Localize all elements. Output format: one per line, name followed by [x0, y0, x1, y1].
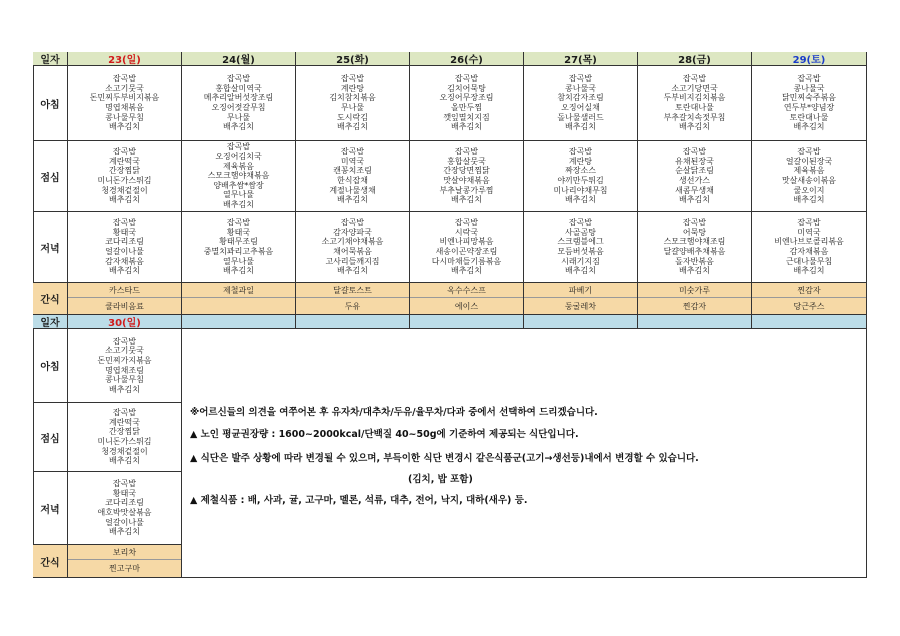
- menu-item: 감자채볶음: [105, 256, 144, 266]
- menu-item: 시락국: [454, 227, 479, 237]
- day-header: 25(화): [296, 52, 410, 66]
- menu-item: 도시락김: [337, 112, 368, 122]
- menu-item: 잡곡밥: [112, 147, 137, 157]
- menu-item: 배추김치: [109, 527, 140, 537]
- breakfast-cell: [68, 66, 182, 141]
- menu-item: 모듬버섯볶음: [557, 247, 604, 256]
- menu-item: 소고기뭇국: [105, 346, 144, 356]
- menu-item: 잡곡밥: [226, 218, 251, 228]
- note-kimchi-rice: (김치, 밥 포함): [408, 474, 473, 485]
- note-seasonal: ▲ 제철식품 : 배, 사과, 귤, 고구마, 멜론, 석류, 대추, 전어, 낙지, 대하(새우) 등.: [190, 495, 528, 506]
- snack-item-2: [182, 298, 295, 314]
- empty-header-cell: [524, 315, 638, 329]
- menu-item: 명엽채조림: [105, 365, 144, 375]
- menu-item: 미나리야채무침: [553, 185, 608, 195]
- menu-item: 미역국: [797, 227, 821, 237]
- menu-item: 배추김치: [109, 122, 140, 132]
- menu-item: 감자채볶음: [789, 247, 829, 256]
- menu-item: 코다리조림: [105, 237, 144, 247]
- menu-item: 김치어묵탕: [447, 83, 486, 93]
- menu-item: 배추김치: [451, 122, 482, 132]
- menu-item: 잡곡밥: [454, 147, 479, 157]
- menu-item: 잡곡밥: [568, 218, 593, 228]
- dinner-cell: [68, 212, 182, 283]
- lunch-cell: [68, 141, 182, 212]
- menu-item: 중멸치꽈리고추볶음: [203, 247, 274, 256]
- snack-item-1: 파베기: [524, 283, 637, 298]
- menu-item: 배추김치: [565, 266, 596, 276]
- menu-item: 배추김치: [223, 122, 254, 132]
- label-dinner: 저녁: [33, 212, 68, 283]
- note-menu-change: ▲ 식단은 발주 상황에 따라 변경될 수 있으며, 부득이한 식단 변경시 같은식품군(고기→생선등)내에서 변경할 수 있습니다.: [190, 453, 699, 464]
- menu-item: 황태국: [112, 488, 137, 498]
- menu-item: 배추김치: [565, 122, 596, 132]
- snack-item-1: 카스타드: [68, 283, 181, 298]
- breakfast-cell: [410, 66, 524, 141]
- menu-item: 배추김치: [223, 266, 254, 276]
- menu-item: 잡곡밥: [682, 218, 707, 228]
- menu-item: 홍합살뭇국: [447, 156, 486, 166]
- menu-item: 오징어실채: [561, 103, 600, 112]
- menu-item: 계절나물생채: [329, 185, 376, 195]
- menu-item: 잡곡밥: [797, 147, 821, 157]
- menu-item: 간장찜닭: [109, 166, 140, 176]
- lunch-cell: [410, 141, 524, 212]
- menu-item: 간장찜닭: [109, 427, 140, 437]
- menu-item: 짜장소스: [565, 166, 596, 176]
- menu-item: 잡곡밥: [226, 74, 251, 84]
- lunch-cell: [182, 141, 296, 212]
- menu-item: 배추김치: [793, 195, 825, 205]
- snack-cell: [752, 283, 867, 315]
- menu-item: 돌자반볶음: [675, 256, 714, 266]
- menu-item: 오징어무장조림: [439, 93, 494, 103]
- menu-item: 양배추쌈*쌈장: [213, 180, 264, 190]
- lunch-cell: [524, 141, 638, 212]
- menu-item: 사골곰탕: [565, 227, 596, 237]
- empty-header-cell: [638, 315, 752, 329]
- snack-item-1: 제철과일: [182, 283, 295, 298]
- menu-item: 스모크햄야채조림: [663, 237, 726, 247]
- dinner-cell: [296, 212, 410, 283]
- snack-cell: [638, 283, 752, 315]
- menu-item: 계란떡국: [109, 156, 140, 166]
- menu-item: 김치참치볶음: [329, 93, 376, 103]
- day-header: 27(목): [524, 52, 638, 66]
- dinner-cell: [752, 212, 867, 283]
- snack-item-1: 달걀토스트: [296, 283, 409, 298]
- snack-item-2: 둥굴레차: [565, 301, 596, 311]
- menu-item: 잡곡밥: [340, 147, 365, 157]
- menu-item: 배추김치: [109, 384, 140, 394]
- menu-item: 잡곡밥: [682, 147, 707, 157]
- menu-item: 콩나물무침: [105, 112, 144, 122]
- menu-item: 연두부*양념장: [783, 103, 835, 112]
- menu-item: 돈민찌두부비지볶음: [89, 93, 160, 103]
- menu-item: 명엽채볶음: [105, 103, 144, 112]
- menu-item: 잡곡밥: [797, 218, 821, 228]
- snack-cell: [524, 283, 638, 315]
- menu-item: 비엔나브로콜리볶음: [774, 237, 844, 247]
- dinner-cell-30: [68, 472, 182, 545]
- menu-item: 청경채겉절이: [101, 446, 148, 456]
- menu-item: 잡곡밥: [112, 479, 137, 489]
- empty-header-cell: [752, 315, 867, 329]
- menu-item: 토란대나물: [675, 103, 714, 112]
- menu-item: 유채된장국: [675, 156, 714, 166]
- day-header-30: 30(일): [68, 315, 182, 329]
- menu-item: 비엔나피망볶음: [439, 237, 494, 247]
- snack-cell: [182, 283, 296, 315]
- menu-item: 고사리들깨지짐: [325, 256, 380, 266]
- menu-item: 근대나물무침: [785, 256, 833, 266]
- day-header: 26(수): [410, 52, 524, 66]
- snack-item-2: 에이스: [454, 301, 479, 311]
- menu-item: 배추김치: [565, 195, 596, 205]
- menu-item: 미역국: [340, 156, 365, 166]
- menu-item: 잡곡밥: [682, 74, 707, 84]
- menu-item: 얼갈이나물: [105, 247, 144, 256]
- lunch-cell-30: [68, 403, 182, 472]
- menu-item: 계란탕: [340, 83, 365, 93]
- lunch-cell: [638, 141, 752, 212]
- menu-item: 황태국: [112, 227, 137, 237]
- breakfast-cell: [182, 66, 296, 141]
- snack-item-2: 찐고구마: [109, 564, 140, 573]
- menu-item: 돌나물샐러드: [557, 112, 604, 122]
- note-calories: ▲ 노인 평균권장량 : 1600~2000kcal/단백질 40~50g에 기준하여 제공되는 식단입니다.: [190, 429, 579, 440]
- menu-item: 코다리조림: [105, 498, 144, 508]
- label-breakfast-2: 아침: [33, 329, 68, 403]
- snack-item-2: 쿨라비음료: [105, 301, 144, 311]
- menu-item: 잡곡밥: [340, 74, 365, 84]
- day-header: 29(토): [752, 52, 867, 66]
- menu-item: 배추김치: [337, 195, 368, 205]
- menu-item: 잡곡밥: [340, 218, 365, 228]
- menu-item: 한식잡채: [337, 176, 368, 185]
- menu-item: 계란탕: [568, 156, 593, 166]
- menu-item: 배추김치: [109, 195, 140, 205]
- menu-item: 콩나물국: [793, 83, 825, 93]
- menu-item: 잡곡밥: [568, 74, 593, 84]
- menu-item: 돈민찌가지볶음: [97, 355, 152, 365]
- menu-item: 채어묵볶음: [333, 247, 372, 256]
- menu-item: 소고기뭇국: [105, 83, 144, 93]
- menu-item: 미니돈가스튀김: [97, 176, 152, 185]
- menu-item: 시래기지짐: [561, 256, 600, 266]
- snack-item-1: 미숫가루: [638, 283, 751, 298]
- menu-item: 배추김치: [679, 122, 710, 132]
- menu-item: 잡곡밥: [112, 336, 137, 346]
- menu-item: 얼갈이나물: [105, 517, 144, 527]
- label-breakfast: 아침: [33, 66, 68, 141]
- label-snack-2: 간식: [33, 545, 68, 578]
- menu-item: 콩나물무침: [105, 375, 144, 385]
- menu-item: 야끼만두튀김: [557, 176, 604, 185]
- menu-item: 캔꽁치조림: [333, 166, 372, 176]
- menu-item: 새콤무생채: [675, 185, 714, 195]
- label-lunch: 점심: [33, 141, 68, 212]
- menu-item: 잡곡밥: [797, 74, 821, 84]
- menu-item: 황태국: [226, 227, 251, 237]
- breakfast-cell: [524, 66, 638, 141]
- menu-item: 소고기채야채볶음: [321, 237, 384, 247]
- day-header: 24(월): [182, 52, 296, 66]
- date-label: 일자: [33, 52, 68, 66]
- lunch-cell: [296, 141, 410, 212]
- label-dinner-2: 저녁: [33, 472, 68, 545]
- menu-item: 배추김치: [679, 266, 710, 276]
- snack-cell: [296, 283, 410, 315]
- menu-item: 깻잎멸치지짐: [443, 112, 490, 122]
- menu-item: 잡곡밥: [454, 74, 479, 84]
- menu-item: 배추김치: [223, 199, 254, 209]
- menu-item: 소고기당면국: [671, 83, 718, 93]
- menu-item: 오징어젓갈무침: [211, 103, 266, 112]
- breakfast-cell: [638, 66, 752, 141]
- menu-item: 참치감자조림: [557, 93, 604, 103]
- menu-item: 제육볶음: [223, 161, 254, 171]
- menu-item: 콩나물국: [565, 83, 596, 93]
- menu-item: 열무나물: [223, 190, 254, 200]
- menu-item: 무나물: [340, 103, 365, 112]
- label-snack: 간식: [33, 283, 68, 315]
- menu-item: 배추김치: [337, 266, 368, 276]
- menu-item: 부추날콩가루찜: [439, 185, 494, 195]
- empty-header-cell: [410, 315, 524, 329]
- label-lunch-2: 점심: [33, 403, 68, 472]
- snack-item-1: 찐감자: [752, 283, 866, 298]
- menu-item: 배추김치: [451, 195, 482, 205]
- snack-item-1: 옥수수스프: [410, 283, 523, 298]
- breakfast-cell-30: [68, 329, 182, 403]
- menu-item: 다시마채들기름볶음: [431, 256, 502, 266]
- menu-item: 얼갈이된장국: [785, 156, 833, 166]
- snack-item-2: 두유: [344, 301, 361, 311]
- menu-item: 제육볶음: [793, 166, 825, 176]
- menu-item: 닭민찌숙주볶음: [781, 93, 837, 103]
- menu-item: 스모크햄야채볶음: [207, 171, 270, 181]
- day-header: 23(일): [68, 52, 182, 66]
- menu-item: 배추김치: [109, 456, 140, 466]
- dinner-cell: [182, 212, 296, 283]
- menu-item: 스크램블에그: [557, 237, 604, 247]
- menu-item: 새송이곤약장조림: [435, 247, 498, 256]
- menu-item: 맛살새송이볶음: [781, 176, 837, 185]
- menu-item: 배추김치: [451, 266, 482, 276]
- menu-item: 순살닭조림: [675, 166, 714, 176]
- menu-item: 어묵탕: [682, 227, 707, 237]
- day-header: 28(금): [638, 52, 752, 66]
- menu-item: 홍합살미역국: [215, 83, 262, 93]
- breakfast-cell: [752, 66, 867, 141]
- menu-item: 배추김치: [109, 266, 140, 276]
- menu-item: 계란떡국: [109, 417, 140, 427]
- menu-item: 생선가스: [679, 176, 710, 185]
- dinner-cell: [524, 212, 638, 283]
- empty-header-cell: [296, 315, 410, 329]
- menu-item: 열무나물: [223, 256, 254, 266]
- menu-item: 토란대나물: [789, 112, 829, 122]
- menu-item: 두부비지김치볶음: [663, 93, 726, 103]
- menu-item: 맛살야채볶음: [443, 176, 490, 185]
- menu-item: 황태무조림: [219, 237, 258, 247]
- menu-item: 오징어김치국: [215, 152, 262, 162]
- menu-item: 달걀양배추채볶음: [663, 247, 726, 256]
- dinner-cell: [410, 212, 524, 283]
- snack-item-2: 당근주스: [793, 301, 825, 311]
- snack-cell-30: [68, 545, 182, 578]
- menu-item: 간장당면찜닭: [443, 166, 490, 176]
- note-beverage: ※어르신들의 의견을 여쭈어본 후 유자차/대추차/두유/율무차/다과 중에서 선택하여 드리겠습니다.: [190, 407, 598, 418]
- snack-cell: [68, 283, 182, 315]
- menu-item: 쿨오이지: [793, 185, 825, 195]
- menu-item: 배추김치: [337, 122, 368, 132]
- breakfast-cell: [296, 66, 410, 141]
- menu-item: 잡곡밥: [568, 147, 593, 157]
- empty-header-cell: [182, 315, 296, 329]
- lunch-cell: [752, 141, 867, 212]
- menu-item: 미니돈가스튀김: [97, 437, 152, 446]
- menu-item: 감자양파국: [333, 227, 372, 237]
- menu-item: 부추갈치속젓무침: [663, 112, 726, 122]
- snack-item-2: 찐감자: [682, 301, 707, 311]
- date-label-2: 일자: [33, 315, 68, 329]
- menu-item: 배추김치: [793, 122, 825, 132]
- snack-item-1: 보리차: [68, 545, 181, 560]
- menu-item: 청경채겉절이: [101, 185, 148, 195]
- menu-item: 잡곡밥: [112, 218, 137, 228]
- menu-item: 잡곡밥: [454, 218, 479, 228]
- menu-item: 잡곡밥: [226, 142, 251, 152]
- menu-item: 무나물: [226, 112, 251, 122]
- menu-item: 애호박맛살볶음: [97, 508, 152, 517]
- menu-item: 잡곡밥: [112, 408, 137, 418]
- dinner-cell: [638, 212, 752, 283]
- snack-cell: [410, 283, 524, 315]
- menu-item: 배추김치: [679, 195, 710, 205]
- menu-item: 잡곡밥: [112, 74, 137, 84]
- menu-item: 메추리알버섯장조림: [203, 93, 274, 103]
- menu-item: 올만두찜: [451, 103, 482, 112]
- menu-item: 배추김치: [793, 266, 825, 276]
